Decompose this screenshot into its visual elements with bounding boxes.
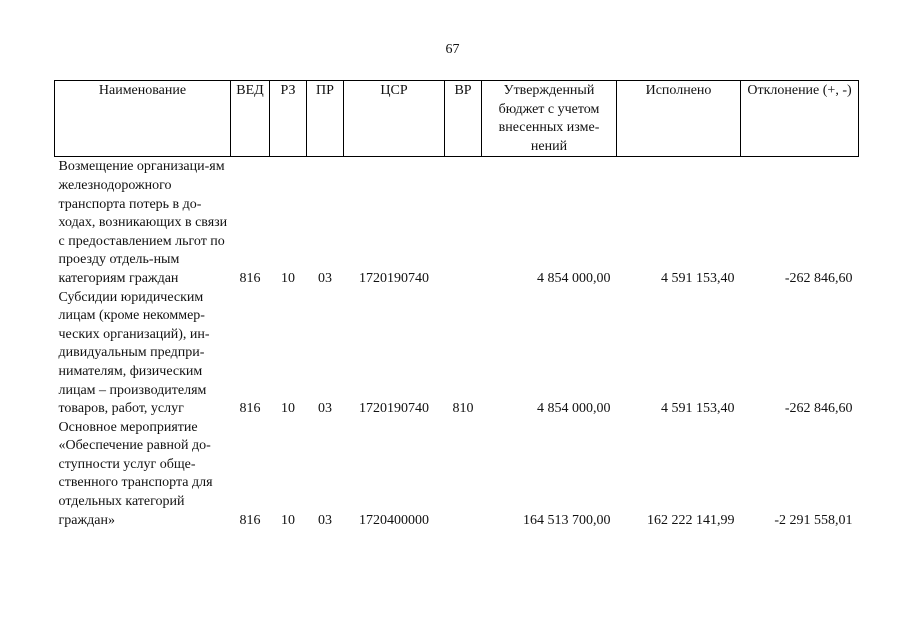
row-executed: 4 591 153,40 <box>661 270 735 286</box>
row-name: Основное мероприятие «Обеспечение равной до-ступности услуг обще-ственного транспорта для отдельных категорий граждан» <box>58 419 213 528</box>
table-row <box>55 157 859 289</box>
row-deviation: -262 846,60 <box>784 270 853 286</box>
row-executed: 4 591 153,40 <box>661 401 735 417</box>
header-executed: Исполнено <box>617 81 741 157</box>
table-header-row <box>55 81 859 157</box>
row-rz: 10 <box>281 401 295 417</box>
row-pr: 03 <box>318 401 332 417</box>
row-csr: 1720400000 <box>359 512 429 528</box>
header-ved: ВЕД <box>231 81 270 157</box>
row-name: Возмещение организаци-ям железнодорожного транспорта потерь в до-ходах, возникающих в связи с предоставлением льгот по проезду отдель-ным категориям граждан <box>58 159 228 286</box>
row-approved: 4 854 000,00 <box>537 270 611 286</box>
table-row <box>55 289 859 419</box>
page-number: 67 <box>445 42 460 57</box>
row-csr: 1720190740 <box>359 401 429 417</box>
row-deviation: -2 291 558,01 <box>774 512 853 528</box>
row-vr <box>445 419 482 531</box>
budget-table <box>54 80 859 530</box>
header-csr: ЦСР <box>344 81 445 157</box>
header-deviation: Отклонение (+, -) <box>741 81 859 157</box>
header-approved: Утвержденный бюджет с учетом внесенных изме-нений <box>482 81 617 157</box>
row-csr: 1720190740 <box>359 270 429 286</box>
row-ved: 816 <box>239 401 261 417</box>
row-rz: 10 <box>281 270 295 286</box>
row-pr: 03 <box>318 270 332 286</box>
row-executed: 162 222 141,99 <box>647 512 735 528</box>
header-rz: РЗ <box>270 81 307 157</box>
row-approved: 164 513 700,00 <box>523 512 611 528</box>
row-rz: 10 <box>281 512 295 528</box>
row-vr <box>445 157 482 289</box>
row-name: Субсидии юридическим лицам (кроме некоммер-ческих организаций), ин-дивидуальным предпри-нимателям, физическим лицам – производителям товаров, работ, услуг <box>58 289 210 417</box>
header-vr: ВР <box>445 81 482 157</box>
row-ved: 816 <box>239 270 261 286</box>
row-vr: 810 <box>452 401 474 417</box>
row-ved: 816 <box>239 512 261 528</box>
table-row <box>55 419 859 531</box>
header-name: Наименование <box>55 81 231 157</box>
header-pr: ПР <box>307 81 344 157</box>
row-approved: 4 854 000,00 <box>537 401 611 417</box>
row-deviation: -262 846,60 <box>784 401 853 417</box>
row-pr: 03 <box>318 512 332 528</box>
